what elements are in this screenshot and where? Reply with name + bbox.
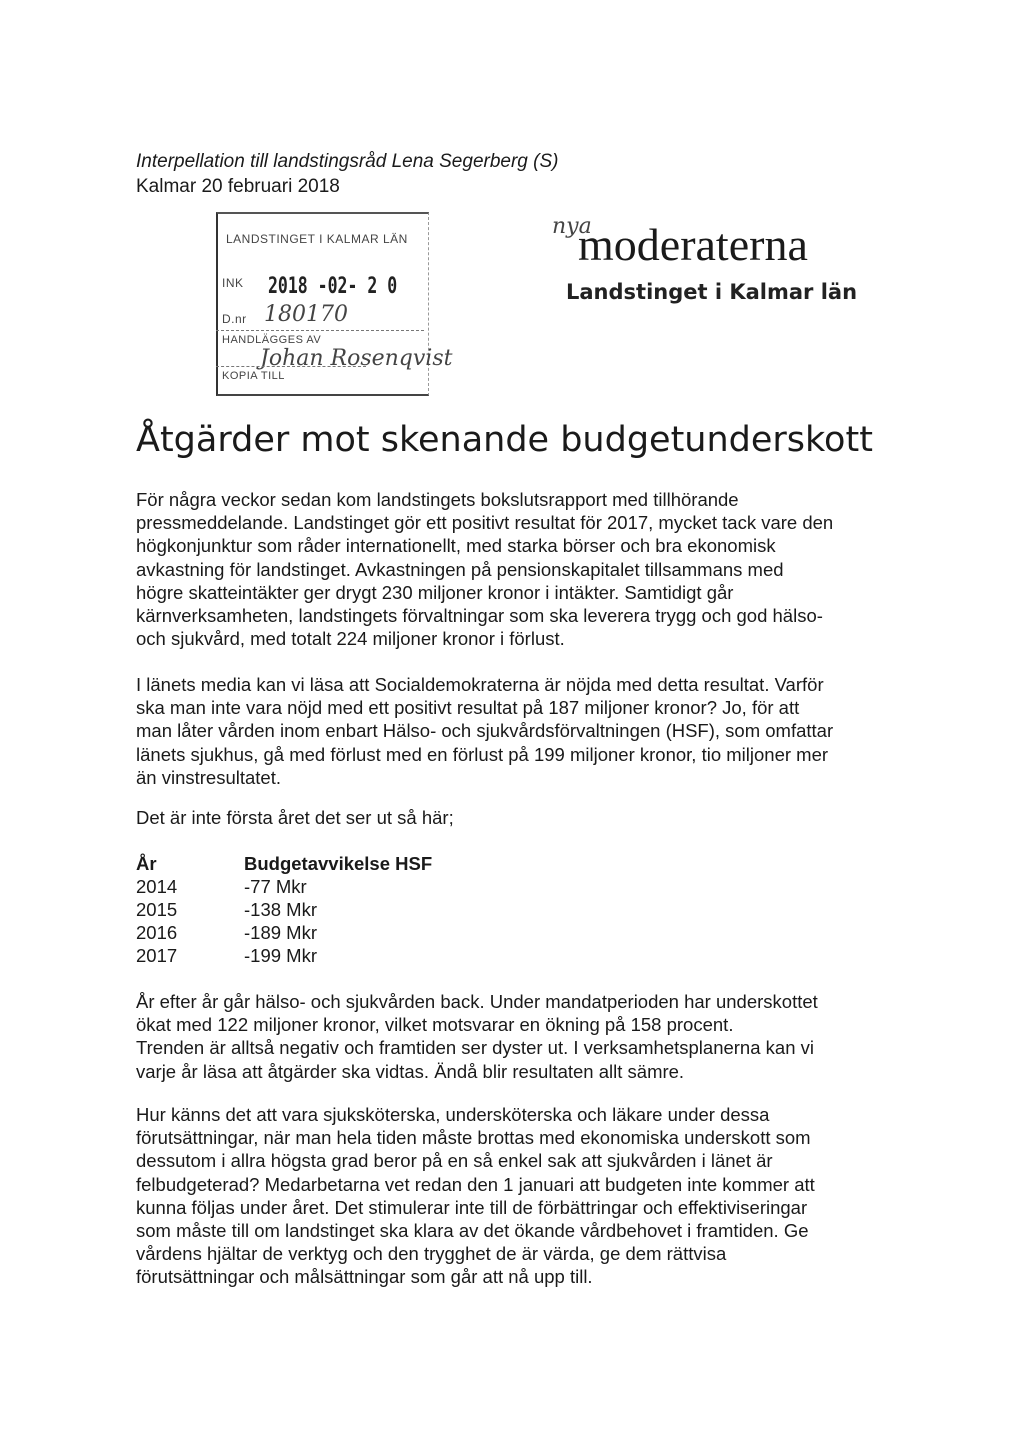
text-line: ska man inte vara nöjd med ett positivt resultat på 187 miljoner kronor? Jo, för att — [136, 697, 800, 719]
logo-subtitle: Landstinget i Kalmar län — [566, 280, 858, 304]
text-line: felbudgeterad? Medarbetarna vet redan den 1 januari att budgeten inte kommer att — [136, 1173, 815, 1195]
text-line: dessutom i allra högsta grad beror på en så enkel sak att sjukvården i länet är — [136, 1150, 773, 1172]
text-line: Hur känns det att vara sjuksköterska, undersköterska och läkare under dessa — [136, 1104, 770, 1125]
document-title: Åtgärder mot skenande budgetunderskott — [136, 420, 873, 460]
text-line: varje år läsa att åtgärder ska vidtas. Ändå blir resultaten allt sämre. — [136, 1060, 685, 1082]
stamp-org: LANDSTINGET I KALMAR LÄN — [226, 232, 408, 246]
text-line: högre skatteintäkter ger drygt 230 miljoner kronor i intäkter. Samtidigt går — [136, 581, 734, 603]
interpellation-heading: Interpellation till landstingsråd Lena Segerberg (S) — [136, 151, 559, 172]
table-cell-deviation: -77 Mkr — [244, 876, 307, 897]
paragraph-2 — [136, 673, 896, 789]
text-line: högkonjunktur som råder internationellt, med starka börser och bra ekonomisk — [136, 535, 776, 557]
table-row — [136, 875, 544, 898]
text-line: pressmeddelande. Landstinget gör ett positivt resultat för 2017, mycket tack vare den — [136, 512, 834, 534]
table-row — [136, 944, 544, 967]
stamp-dnr-value: 180170 — [264, 302, 348, 327]
table-header-row — [136, 852, 544, 875]
stamp-handlaggare-name: Johan Rosenqvist — [260, 346, 453, 371]
text-line: För några veckor sedan kom landstingets bokslutsrapport med tillhörande — [136, 489, 739, 510]
table-row — [136, 898, 544, 921]
document-date: Kalmar 20 februari 2018 — [136, 176, 340, 197]
table-cell-deviation: -189 Mkr — [244, 922, 317, 943]
received-stamp — [216, 212, 453, 396]
text-line: Trenden är alltså negativ och framtiden ser dyster ut. I verksamhetsplanerna kan vi — [136, 1037, 814, 1059]
table-cell-deviation: -199 Mkr — [244, 945, 317, 966]
table-cell-year: 2016 — [136, 922, 178, 943]
text-line: förutsättningar och målsättningar som går att nå upp till. — [136, 1266, 593, 1288]
paragraph-1 — [136, 488, 896, 650]
text-line: än vinstresultatet. — [136, 766, 281, 788]
paragraph-4 — [136, 990, 896, 1083]
text-line: Det är inte första året det ser ut så här; — [136, 807, 454, 828]
text-line: länets sjukhus, gå med förlust med en förlust på 199 miljoner kronor, tio miljoner mer — [136, 743, 829, 765]
table-cell-year: 2015 — [136, 899, 178, 920]
table-cell-year: 2017 — [136, 945, 178, 966]
text-line: som måste till om landstinget ska klara av det ökande vårdbehovet i framtiden. Ge — [136, 1220, 809, 1242]
paragraph-5 — [136, 1103, 896, 1289]
text-line: och sjukvård, med totalt 224 miljoner kronor i förlust. — [136, 628, 565, 650]
table-cell-year: 2014 — [136, 876, 178, 897]
text-line: avkastning för landstinget. Avkastningen på pensionskapitalet tillsammans med — [136, 558, 784, 580]
text-line: vårdens hjältar de verktyg och den trygghet de är värda, ge dem rättvisa — [136, 1243, 727, 1265]
stamp-dnr-label: D.nr — [222, 312, 247, 326]
text-line: man låter vården inom enbart Hälso- och sjukvårdsförvaltningen (HSF), som omfattar — [136, 720, 834, 742]
text-line: I länets media kan vi läsa att Socialdemokraterna är nöjda med detta resultat. Varför — [136, 674, 824, 695]
text-line: kunna följas under året. Det stimulerar inte till de förbättringar och effektiviseringar — [136, 1196, 808, 1218]
logo-handwritten-prefix: nya — [552, 214, 592, 239]
stamp-ink-label: INK — [222, 276, 244, 290]
stamp-kopia-label: KOPIA TILL — [222, 370, 285, 382]
stamp-divider-2 — [216, 366, 366, 367]
moderaterna-logo: moderaterna — [578, 219, 808, 270]
text-line: ökat med 122 miljoner kronor, vilket motsvarar en ökning på 158 procent. — [136, 1014, 734, 1036]
table-row — [136, 921, 544, 944]
stamp-date: 2018 -02- 2 0 — [268, 274, 398, 299]
table-cell-deviation: -138 Mkr — [244, 899, 317, 920]
text-line: förutsättningar, när man hela tiden måste brottas med ekonomiska underskott som — [136, 1127, 811, 1149]
text-line: kärnverksamheten, landstingets förvaltningar som ska leverera trygg och god hälso- — [136, 605, 823, 627]
stamp-handlaggare-label: HANDLÄGGES AV — [222, 334, 322, 346]
table-header-deviation: Budgetavvikelse HSF — [244, 853, 433, 874]
paragraph-3 — [136, 806, 896, 829]
budget-deviation-table — [136, 852, 544, 967]
table-header-year: År — [136, 853, 157, 874]
stamp-divider — [216, 330, 424, 331]
text-line: År efter år går hälso- och sjukvården back. Under mandatperioden har underskottet — [136, 991, 818, 1012]
